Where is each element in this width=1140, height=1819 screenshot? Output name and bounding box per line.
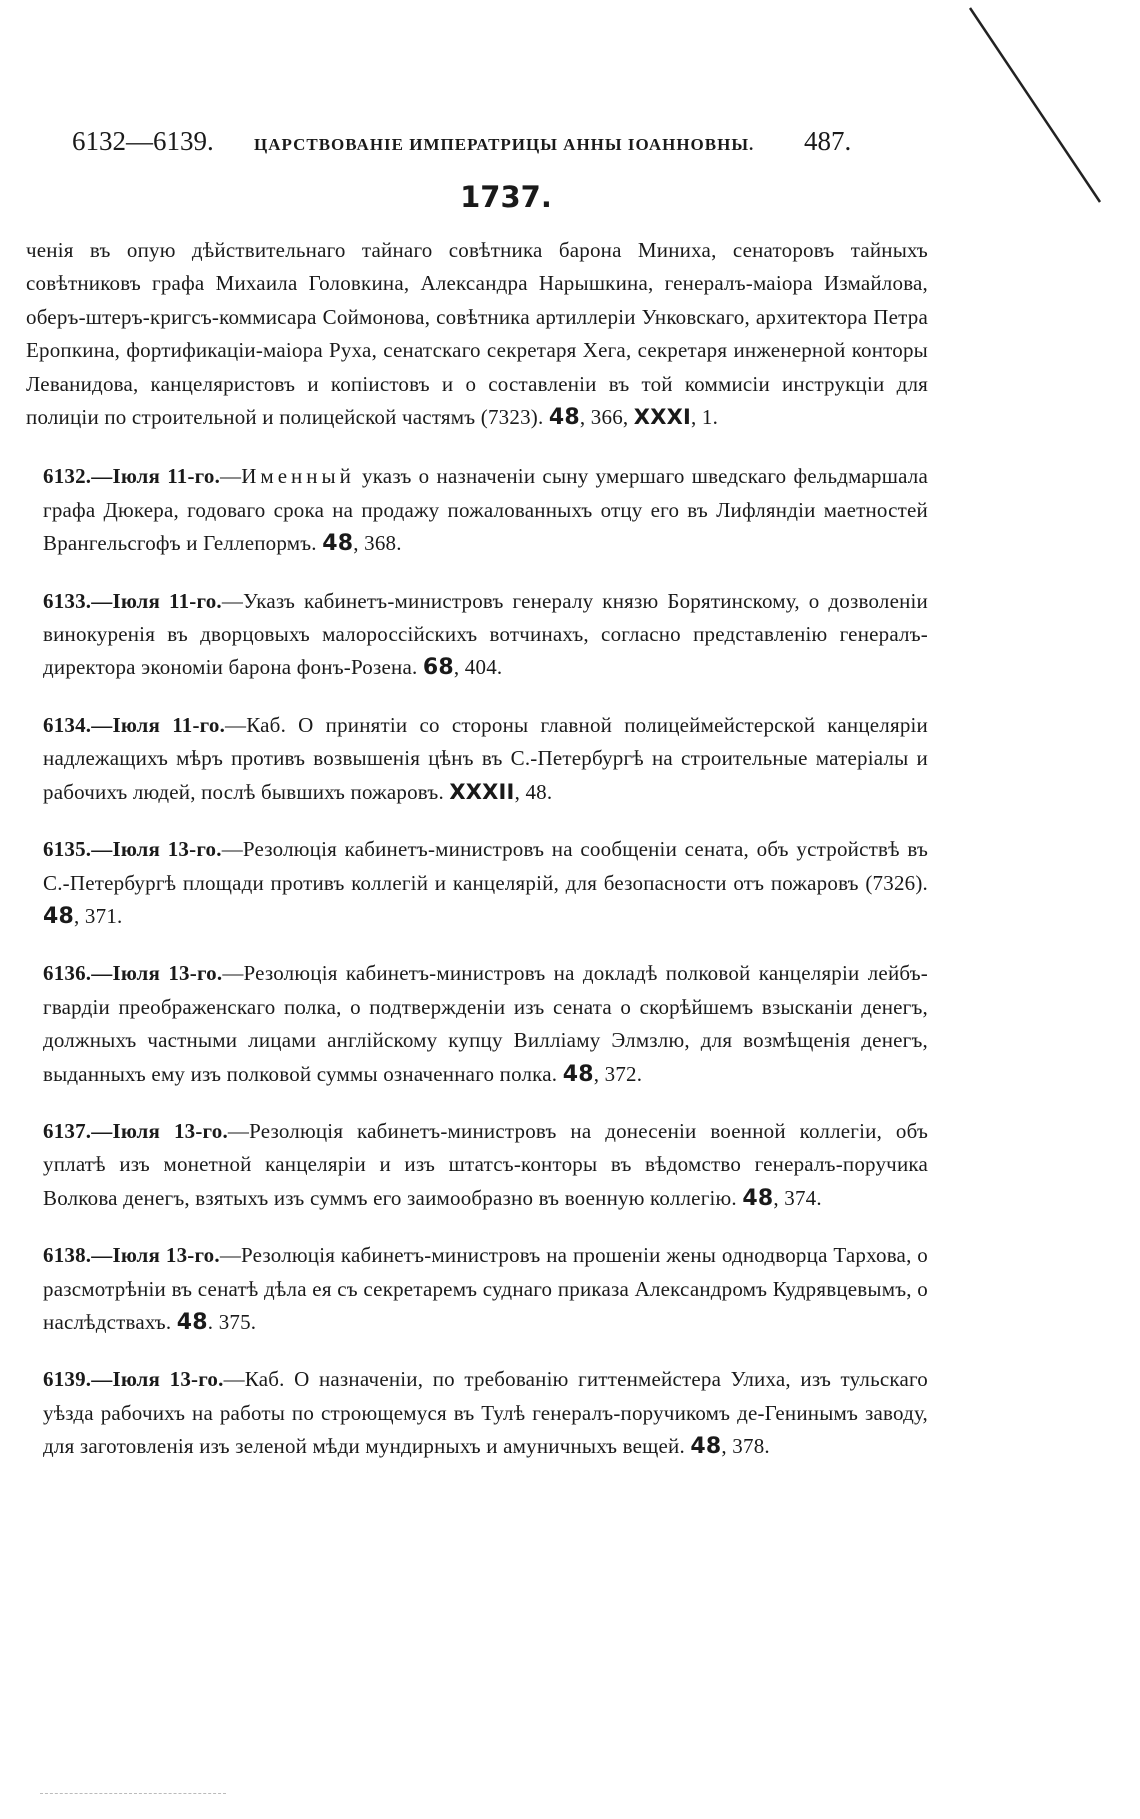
entry-number: 6132. [43, 464, 92, 489]
body-text [26, 234, 928, 1488]
entry-number: 6135. [43, 837, 92, 862]
ref-volume: 68 [422, 655, 454, 681]
header-title: ЦАРСТВОВАНІЕ ИМПЕРАТРИЦЫ АННЫ ІОАННОВНЫ. [254, 135, 755, 154]
entry-6135 [26, 833, 928, 933]
entry-6133 [26, 585, 928, 685]
entry-text: —Каб. О принятіи со стороны главной полицеймейстерской канцеляріи надлежащихъ мѣръ противъ возвышенія цѣнъ въ С.-Петербургѣ на строительные матеріалы и рабочихъ людей, послѣ бывшихъ пожаровъ. [43, 712, 928, 804]
entry-number: 6138. [43, 1243, 92, 1268]
ref-roman: XXXI [633, 405, 691, 430]
entry-text: —Резолюція кабинетъ-министровъ на сообщеніи сената, объ устройствѣ въ С.-Петербургѣ площади противъ коллегій и канцелярій, для безопасности отъ пожаровъ (7326). [43, 837, 929, 895]
year-heading: 1737. [460, 180, 552, 214]
entry-text: —Резолюція кабинетъ-министровъ на докладѣ полковой канцеляріи лейбъ-гвардіи преображенскаго полка, о подтвержденіи изъ сената о скорѣйшемъ взысканіи денегъ, должныхъ частными лицами англійскому купцу Вилліаму Элмзлю, для возмѣщенія денегъ, выданныхъ ему изъ полковой суммы означеннаго полка. [43, 961, 928, 1086]
entry-text: —Указъ кабинетъ-министровъ генералу князю Борятинскому, о дозволеніи винокуренія въ дворцовыхъ малороссійскихъ вотчинахъ, согласно представленію генералъ-директора экономіи барона фонъ-Розена. [43, 588, 929, 680]
entry-spaced-word: Именный [241, 464, 355, 489]
entry-number: 6133. [43, 588, 92, 613]
ref-pages: , 404. [453, 655, 503, 680]
entry-date: —Іюля 11-го. [91, 464, 221, 489]
entry-date: —Іюля 13-го. [91, 961, 223, 986]
ref-volume: 48 [562, 1061, 594, 1087]
entry-text: —Каб. О назначеніи, по требованію гиттенмейстера Улиха, изъ тульскаго уѣзда рабочихъ на работы по строющемуся въ Тулѣ генералъ-поручикомъ де-Генинымъ заводу, для заготовленія изъ зеленой мѣди мундирныхъ и амуничныхъ вещей. [43, 1367, 928, 1459]
entry-6132: 6132.—Іюля 11-го.—Именный указъ о назначеніи сыну умершаго шведскаго фельдмаршала графа Дюкера, годоваго срока на продажу пожалованныхъ отцу его въ Лифляндіи маетностей Врангельсгофъ и Геллепормъ. 48, 368. [43, 464, 928, 557]
ref-volume: 48 [43, 903, 75, 929]
entry-date: —Іюля 11-го. [91, 712, 226, 737]
entry-number: 6137. [43, 1118, 92, 1143]
entry-number: 6136. [43, 961, 92, 986]
entry-text: указъ о назначеніи сыну умершаго шведскаго фельдмаршала графа Дюкера, годоваго срока на продажу пожалованныхъ отцу его въ Лифляндіи маетностей Врангельсгофъ и Геллепормъ. [43, 464, 928, 556]
ref-volume: 48 [548, 405, 580, 431]
entry-6137 [26, 1115, 928, 1215]
entry-6134 [26, 709, 928, 809]
ref-pages: , 372. [593, 1061, 643, 1086]
continuation-text: ченія въ опую дѣйствительнаго тайнаго совѣтника барона Миниха, сенаторовъ тайныхъ совѣтниковъ графа Михаила Головкина, Александра Нарышкина, генералъ-маіора Измайлова, оберъ-штеръ-кригсъ-коммисара Соймонова, совѣтника артиллеріи Унковскаго, архитектора Петра Еропкина, фортификаціи-маіора Руха, сенатскаго секретаря Хега, секретаря инженерной конторы Леванидова, канцеляристовъ и копіистовъ и о составленіи въ той коммисіи инструкціи для полиціи по строительной и полицейской частямъ (7323). [26, 238, 928, 430]
entry-number: 6134. [43, 712, 92, 737]
ref-volume: 48 [690, 1434, 722, 1460]
ref-pages: , 48. [514, 779, 553, 804]
entry-date: —Іюля 13-го. [91, 837, 222, 862]
scan-edge-line [966, 6, 1106, 206]
ref-volume: 48 [742, 1185, 774, 1211]
entry-range: 6132—6139. [72, 126, 214, 156]
entry-6139 [26, 1363, 928, 1463]
ref-volume: 48 [176, 1309, 208, 1335]
entry-text: —Резолюція кабинетъ-министровъ на прошеніи жены однодворца Тархова, о разсмотрѣніи въ сенатѣ дѣла ея съ секретаремъ суднаго приказа Александромъ Кудрявцевымъ, о наслѣдствахъ. [43, 1243, 928, 1334]
entry-date: —Іюля 13-го. [91, 1118, 228, 1143]
entry-6136 [26, 957, 928, 1091]
page-bottom-rule [40, 1793, 226, 1795]
entry-date: —Іюля 13-го. [91, 1367, 224, 1392]
ref-pages: , 378. [721, 1434, 770, 1459]
entry-date: —Іюля 11-го. [91, 588, 222, 613]
entry-6138 [26, 1239, 928, 1339]
running-header [72, 126, 862, 166]
entry-text: —Резолюція кабинетъ-министровъ на донесеніи военной коллегіи, объ уплатѣ изъ монетной канцеляріи и изъ штатсъ-конторы въ вѣдомство генералъ-поручика Волкова денегъ, взятыхъ изъ суммъ его заимообразно въ военную коллегію. [43, 1118, 928, 1210]
continuation-paragraph [26, 234, 928, 434]
ref-pages: , 368. [353, 531, 402, 556]
ref-pages: . 375. [207, 1309, 257, 1334]
ref-pages: , 374. [773, 1185, 822, 1210]
page-number: 487. [804, 126, 852, 156]
entry-date: —Іюля 13-го. [91, 1243, 220, 1268]
entry-number: 6139. [43, 1367, 92, 1392]
ref-volume: 48 [322, 531, 354, 557]
ref-pages: , 366, [579, 405, 629, 430]
ref-volume: XXXII [449, 779, 515, 804]
ref-end: , 1. [690, 405, 719, 430]
ref-pages: , 371. [74, 903, 123, 928]
